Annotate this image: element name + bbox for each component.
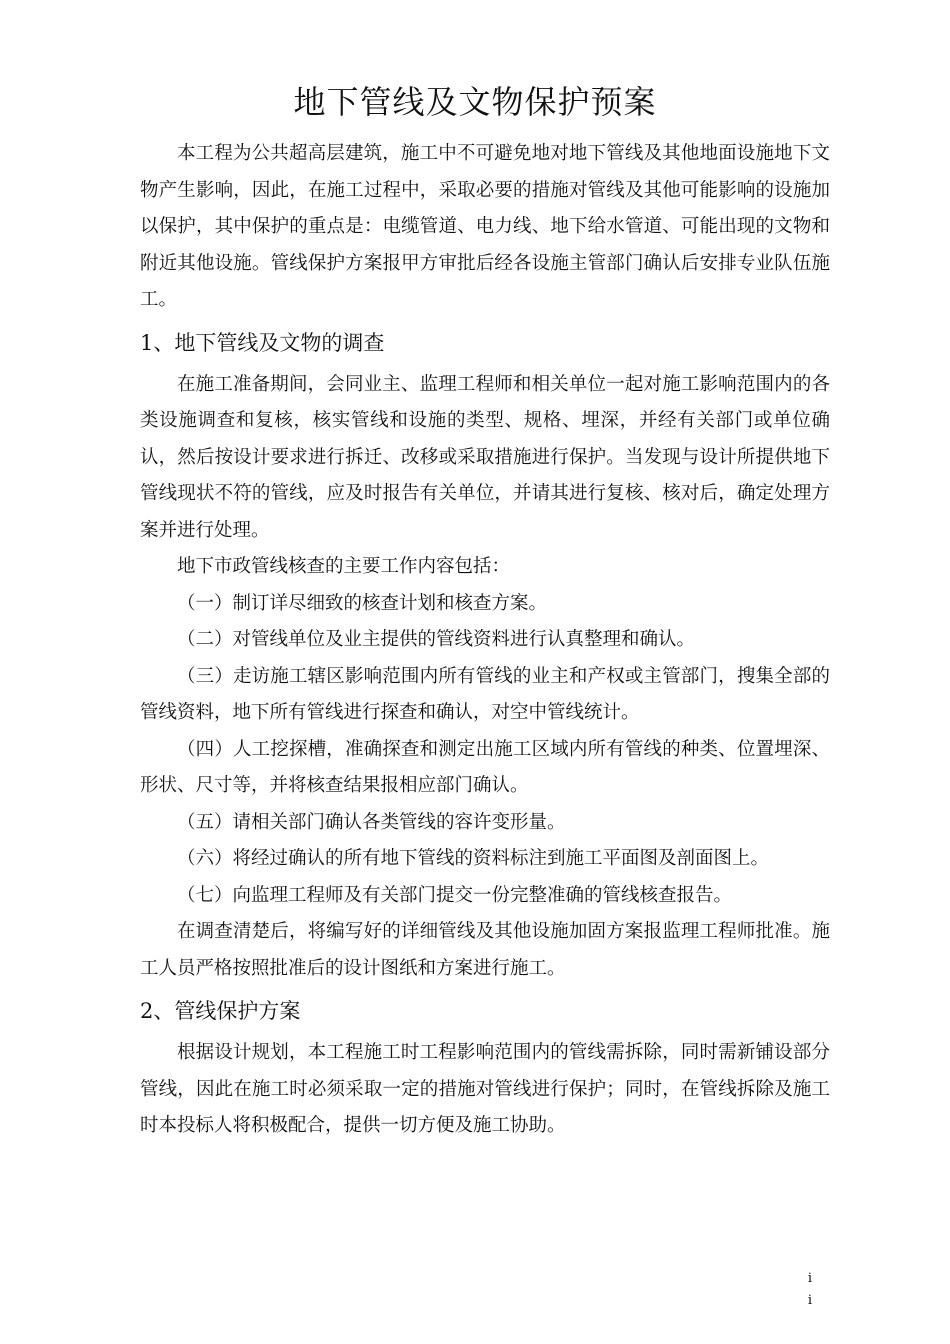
intro-paragraph: 本工程为公共超高层建筑，施工中不可避免地对地下管线及其他地面设施地下文物产生影响，因此，在施工过程中，采取必要的措施对管线及其他可能影响的设施加以保护，其中保护的重点是：电缆管道、电力线、地下给水管道、可能出现的文物和附近其他设施。管线保护方案报甲方审批后经各设施主管部门确认后安排专业队伍施工。 bbox=[140, 143, 830, 310]
section-1-paragraph-3: 在调查清楚后，将编写好的详细管线及其他设施加固方案报监理工程师批准。施工人员严格按照批准后的设计图纸和方案进行施工。 bbox=[140, 921, 830, 979]
list-item-4: （四）人工挖探槽，准确探查和测定出施工区域内所有管线的种类、位置埋深、形状、尺寸等，并将核查结果报相应部门确认。 bbox=[140, 738, 830, 796]
page-footer-mark: i i bbox=[807, 1271, 813, 1308]
section-1-paragraph-2: 地下市政管线核查的主要工作内容包括： bbox=[177, 556, 511, 577]
list-item-7: （七）向监理工程师及有关部门提交一份完整准确的管线核查报告。 bbox=[177, 884, 733, 906]
document-body bbox=[140, 136, 830, 1145]
list-item-5: （五）请相关部门确认各类管线的容许变形量。 bbox=[177, 811, 566, 833]
section-1-paragraph-1: 在施工准备期间，会同业主、监理工程师和相关单位一起对施工影响范围内的各类设施调查和复核，核实管线和设施的类型、规格、埋深，并经有关部门或单位确认，然后按设计要求进行拆迁、改移或采取措施进行保护。当发现与设计所提供地下管线现状不符的管线，应及时报告有关单位，并请其进行复核、核对后，确定处理方案并进行处理。 bbox=[140, 373, 830, 541]
list-item-1: （一）制订详尽细致的核查计划和核查方案。 bbox=[177, 592, 548, 614]
list-item-6: （六）将经过确认的所有地下管线的资料标注到施工平面图及剖面图上。 bbox=[177, 848, 770, 869]
list-item-2: （二）对管线单位及业主提供的管线资料进行认真整理和确认。 bbox=[177, 629, 696, 650]
section-2-paragraph-1: 根据设计规划，本工程施工时工程影响范围内的管线需拆除，同时需新铺设部分管线，因此在施工时必须采取一定的措施对管线进行保护；同时，在管线拆除及施工时本投标人将积极配合，提供一切方便及施工协助。 bbox=[140, 1042, 830, 1136]
section-1-heading: 1、地下管线及文物的调查 bbox=[140, 330, 385, 355]
document-title: 地下管线及文物保护预案 bbox=[293, 83, 657, 121]
list-item-3: （三）走访施工辖区影响范围内所有管线的业主和产权或主管部门，搜集全部的管线资料，地下所有管线进行探查和确认，对空中管线统计。 bbox=[140, 665, 830, 723]
section-2-heading: 2、管线保护方案 bbox=[140, 999, 301, 1023]
